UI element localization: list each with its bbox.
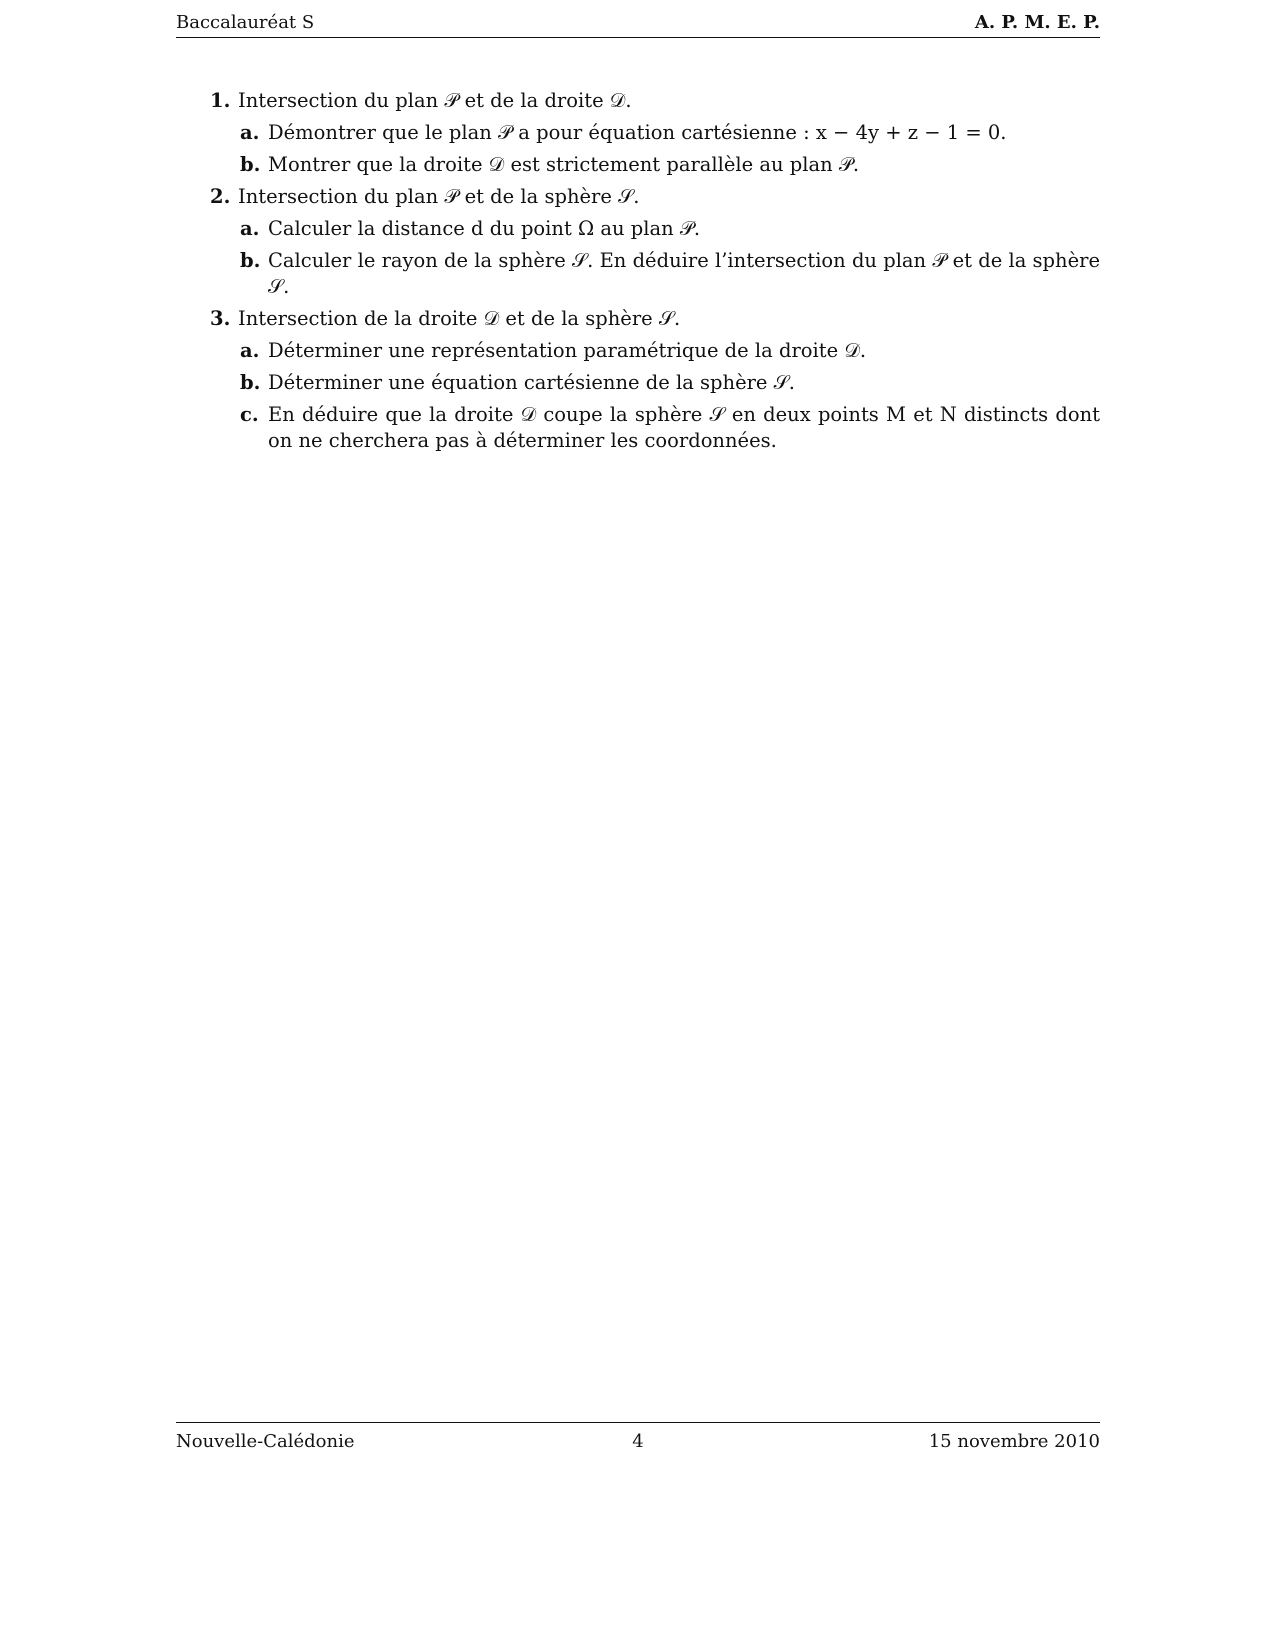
sub-question-letter: a. [240, 121, 260, 144]
page-header [176, 10, 1100, 38]
footer-location: Nouvelle-Calédonie [176, 1431, 355, 1452]
sub-question-letter: a. [240, 217, 260, 240]
question-number: 2. [210, 185, 231, 208]
sub-question-text: Montrer que la droite 𝒟 est strictement parallèle au plan 𝒫. [268, 153, 860, 176]
question-text: Intersection de la droite 𝒟 et de la sphère 𝒮. [238, 307, 681, 330]
sub-question-text: Calculer le rayon de la sphère 𝒮. En déduire l’intersection du plan 𝒫 et de la sphère 𝒮. [268, 249, 1100, 298]
question-2b [176, 248, 1100, 300]
question-1 [176, 88, 1100, 114]
question-number: 1. [210, 89, 231, 112]
question-3b [176, 370, 1100, 396]
question-3a [176, 338, 1100, 364]
header-exam-title: Baccalauréat S [176, 12, 315, 33]
header-publisher: A. P. M. E. P. [974, 12, 1100, 33]
sub-question-text: Démontrer que le plan 𝒫 a pour équation cartésienne : x − 4y + z − 1 = 0. [268, 121, 1007, 144]
sub-question-text: Calculer la distance d du point Ω au plan 𝒫. [268, 217, 701, 240]
footer-date: 15 novembre 2010 [928, 1431, 1100, 1452]
sub-question-letter: b. [240, 153, 261, 176]
page-number: 4 [632, 1431, 644, 1452]
question-3c [176, 402, 1100, 454]
question-2a [176, 216, 1100, 242]
question-1a [176, 120, 1100, 146]
question-3 [176, 306, 1100, 332]
sub-question-letter: a. [240, 339, 260, 362]
sub-question-text: En déduire que la droite 𝒟 coupe la sphère 𝒮 en deux points M et N distincts dont on ne cherchera pas à déterminer les coordonnées. [268, 403, 1100, 452]
question-number: 3. [210, 307, 231, 330]
question-text: Intersection du plan 𝒫 et de la sphère 𝒮. [238, 185, 640, 208]
sub-question-letter: c. [240, 403, 259, 426]
question-2 [176, 184, 1100, 210]
question-text: Intersection du plan 𝒫 et de la droite 𝒟. [238, 89, 632, 112]
sub-question-text: Déterminer une équation cartésienne de la sphère 𝒮. [268, 371, 795, 394]
exercise-content [176, 88, 1100, 460]
question-1b [176, 152, 1100, 178]
sub-question-text: Déterminer une représentation paramétrique de la droite 𝒟. [268, 339, 867, 362]
page-footer [176, 1422, 1100, 1453]
sub-question-letter: b. [240, 249, 261, 272]
sub-question-letter: b. [240, 371, 261, 394]
